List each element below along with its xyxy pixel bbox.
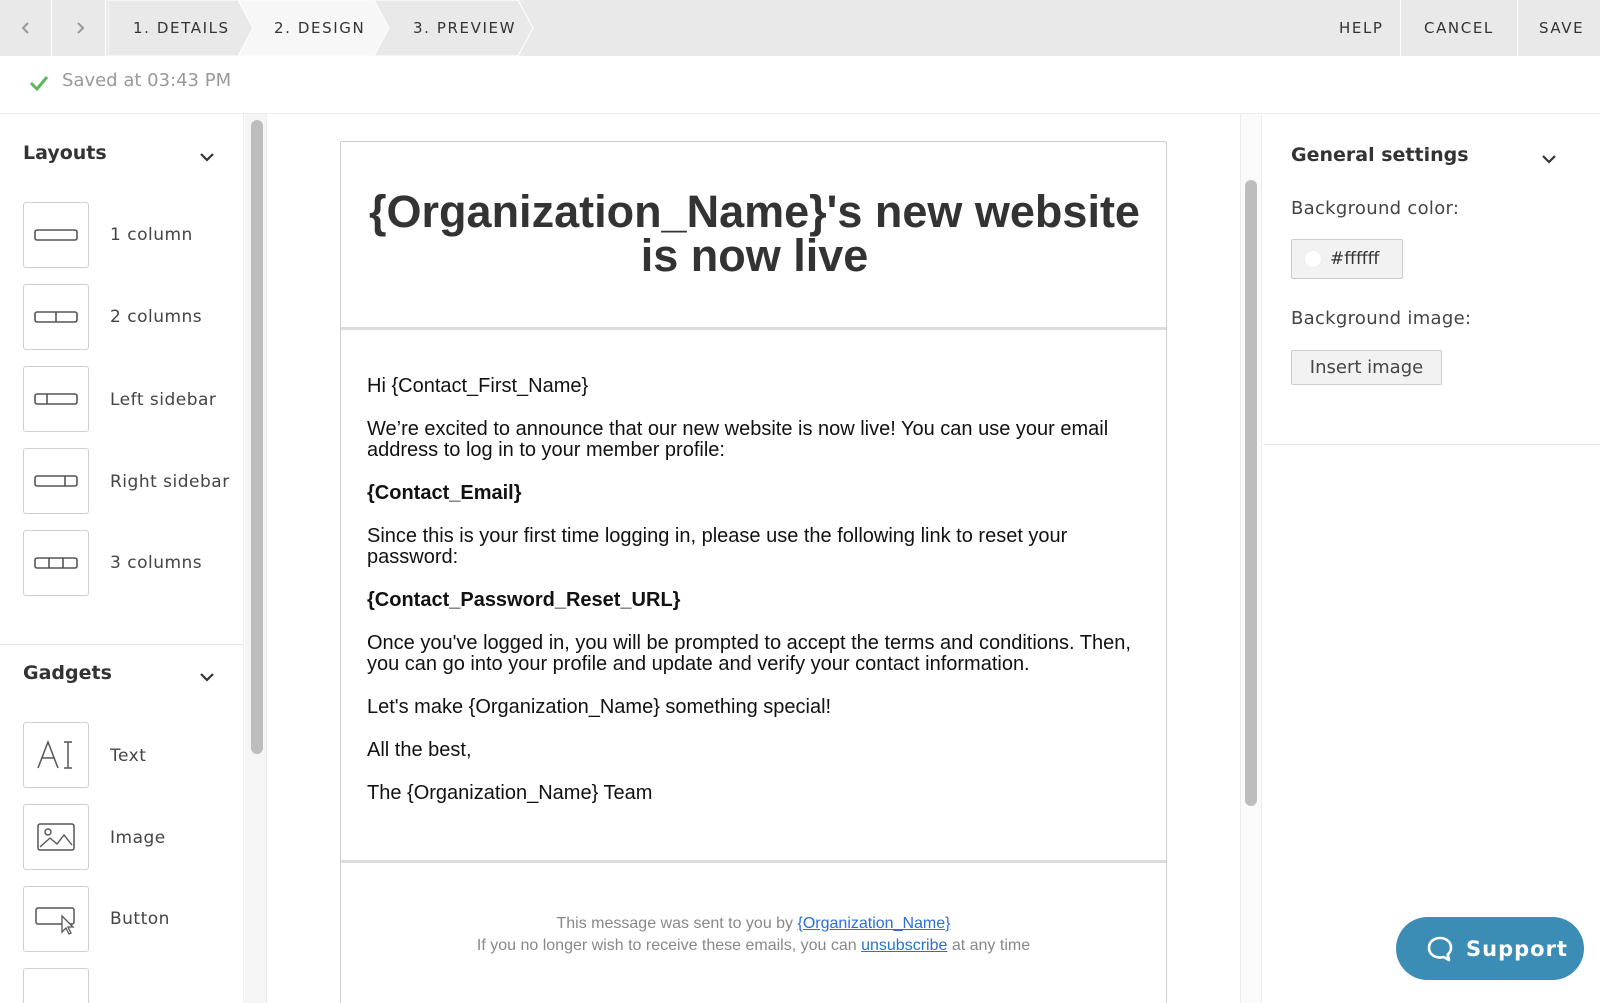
chevron-down-icon[interactable] xyxy=(198,148,216,166)
background-image-label: Background image: xyxy=(1291,308,1472,329)
gadget-label[interactable]: Text xyxy=(110,746,147,766)
organization-link[interactable]: {Organization_Name} xyxy=(797,915,951,932)
footer-text: at any time xyxy=(947,937,1031,954)
color-swatch xyxy=(1304,250,1322,268)
cancel-button[interactable]: CANCEL xyxy=(1424,19,1494,37)
layout-label[interactable]: Left sidebar xyxy=(110,390,217,410)
checkmark-icon xyxy=(28,72,50,94)
background-color-label: Background color: xyxy=(1291,198,1460,219)
toolbar-divider xyxy=(1517,0,1518,56)
step-design[interactable]: 2. DESIGN xyxy=(274,19,366,37)
email-paragraph: Once you've logged in, you will be prompted to accept the terms and conditions. Then, you can go into your profile and update and verify your contact information. xyxy=(367,632,1131,675)
layout-3-columns[interactable] xyxy=(23,530,89,596)
three-columns-icon xyxy=(34,556,78,570)
email-preview xyxy=(340,141,1167,1003)
chevron-down-icon[interactable] xyxy=(198,668,216,686)
top-toolbar xyxy=(0,0,1600,56)
gadget-more[interactable] xyxy=(23,968,89,1003)
two-columns-icon xyxy=(34,310,78,324)
email-paragraph: We’re excited to announce that our new website is now live! You can use your email address to log in to your member profile: xyxy=(367,418,1109,461)
email-paragraph: The {Organization_Name} Team xyxy=(367,782,653,804)
left-scrollbar-thumb[interactable] xyxy=(251,120,263,754)
email-footer[interactable] xyxy=(341,913,1166,957)
footer-line-2 xyxy=(341,935,1166,957)
support-label: Support xyxy=(1466,936,1568,961)
email-paragraph: All the best, xyxy=(367,739,472,761)
email-divider xyxy=(341,860,1166,863)
canvas-scrollbar-thumb[interactable] xyxy=(1245,180,1257,806)
right-sidebar-icon xyxy=(34,474,78,488)
save-button[interactable]: SAVE xyxy=(1539,19,1585,37)
saved-timestamp: Saved at 03:43 PM xyxy=(62,70,232,91)
left-sidebar-icon xyxy=(34,392,78,406)
layout-1-column[interactable] xyxy=(23,202,89,268)
text-icon xyxy=(36,738,76,772)
footer-line-1 xyxy=(341,913,1166,935)
one-column-icon xyxy=(34,228,78,242)
email-paragraph: Since this is your first time logging in, please use the following link to reset your password: xyxy=(367,525,1068,568)
toolbar-divider xyxy=(1400,0,1401,56)
unsubscribe-link[interactable]: unsubscribe xyxy=(861,937,948,954)
gadget-button[interactable] xyxy=(23,886,89,952)
chevron-down-icon[interactable] xyxy=(1540,150,1558,168)
section-divider xyxy=(1263,444,1600,445)
gadgets-heading: Gadgets xyxy=(23,662,112,684)
gadget-label[interactable]: Button xyxy=(110,909,170,929)
layout-label[interactable]: 1 column xyxy=(110,225,193,245)
left-panel xyxy=(0,114,244,1003)
email-paragraph: Hi {Contact_First_Name} xyxy=(367,375,589,397)
email-divider xyxy=(341,327,1166,330)
email-merge-field: {Contact_Password_Reset_URL} xyxy=(367,589,681,611)
help-button[interactable]: HELP xyxy=(1339,19,1384,37)
email-body[interactable] xyxy=(367,376,1137,826)
footer-text: If you no longer wish to receive these emails, you can xyxy=(476,937,862,954)
image-icon xyxy=(36,821,76,853)
step-preview[interactable]: 3. PREVIEW xyxy=(413,19,517,37)
footer-text: This message was sent to you by xyxy=(556,915,798,932)
back-arrow-icon[interactable] xyxy=(0,0,52,56)
button-icon xyxy=(34,902,78,936)
right-panel xyxy=(1263,114,1600,1003)
step-details[interactable]: 1. DETAILS xyxy=(133,19,230,37)
layout-label[interactable]: 3 columns xyxy=(110,553,203,573)
gadget-text[interactable] xyxy=(23,722,89,788)
gadget-image[interactable] xyxy=(23,804,89,870)
forward-arrow-icon[interactable] xyxy=(54,0,106,56)
email-merge-field: {Contact_Email} xyxy=(367,482,522,504)
general-settings-heading: General settings xyxy=(1291,144,1469,166)
layouts-heading: Layouts xyxy=(23,142,107,164)
color-value: #ffffff xyxy=(1330,249,1380,269)
layout-2-columns[interactable] xyxy=(23,284,89,350)
layout-label[interactable]: Right sidebar xyxy=(110,472,230,492)
save-status-bar xyxy=(0,56,1600,114)
layout-right-sidebar[interactable] xyxy=(23,448,89,514)
gadget-label[interactable]: Image xyxy=(110,828,166,848)
email-paragraph: Let's make {Organization_Name} something special! xyxy=(367,696,832,718)
section-divider xyxy=(0,644,244,645)
layout-label[interactable]: 2 columns xyxy=(110,307,203,327)
support-button[interactable] xyxy=(1396,917,1584,980)
layout-left-sidebar[interactable] xyxy=(23,366,89,432)
insert-image-button[interactable]: Insert image xyxy=(1291,350,1442,385)
chat-bubble-icon xyxy=(1426,935,1454,963)
email-headline[interactable]: {Organization_Name}'s new website is now live xyxy=(369,186,1140,281)
background-color-picker[interactable] xyxy=(1291,239,1403,279)
